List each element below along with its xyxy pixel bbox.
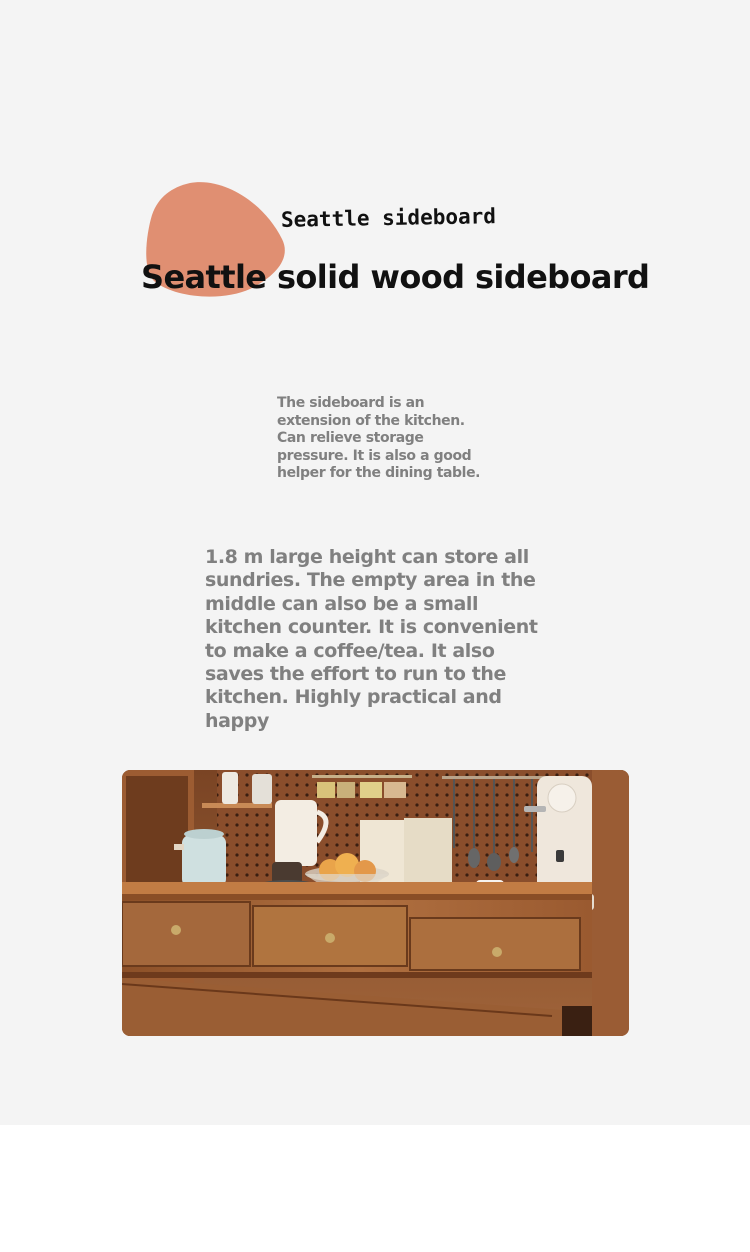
script-subtitle: Seattle sideboard	[280, 204, 497, 232]
product-photo	[122, 770, 629, 1036]
intro-paragraph: The sideboard is an extension of the kitchen. Can relieve storage pressure. It is also a good helper for the dining table.	[277, 395, 481, 481]
sideboard-illustration	[122, 770, 629, 1036]
page-title: Seattle solid wood sideboard	[141, 258, 650, 296]
feature-paragraph: 1.8 m large height can store all sundries. The empty area in the middle can also be a small kitchen counter. It is convenient to make a coffee/tea. It also saves the effort to run to the kitchen. Highly practical and happy	[205, 546, 538, 732]
